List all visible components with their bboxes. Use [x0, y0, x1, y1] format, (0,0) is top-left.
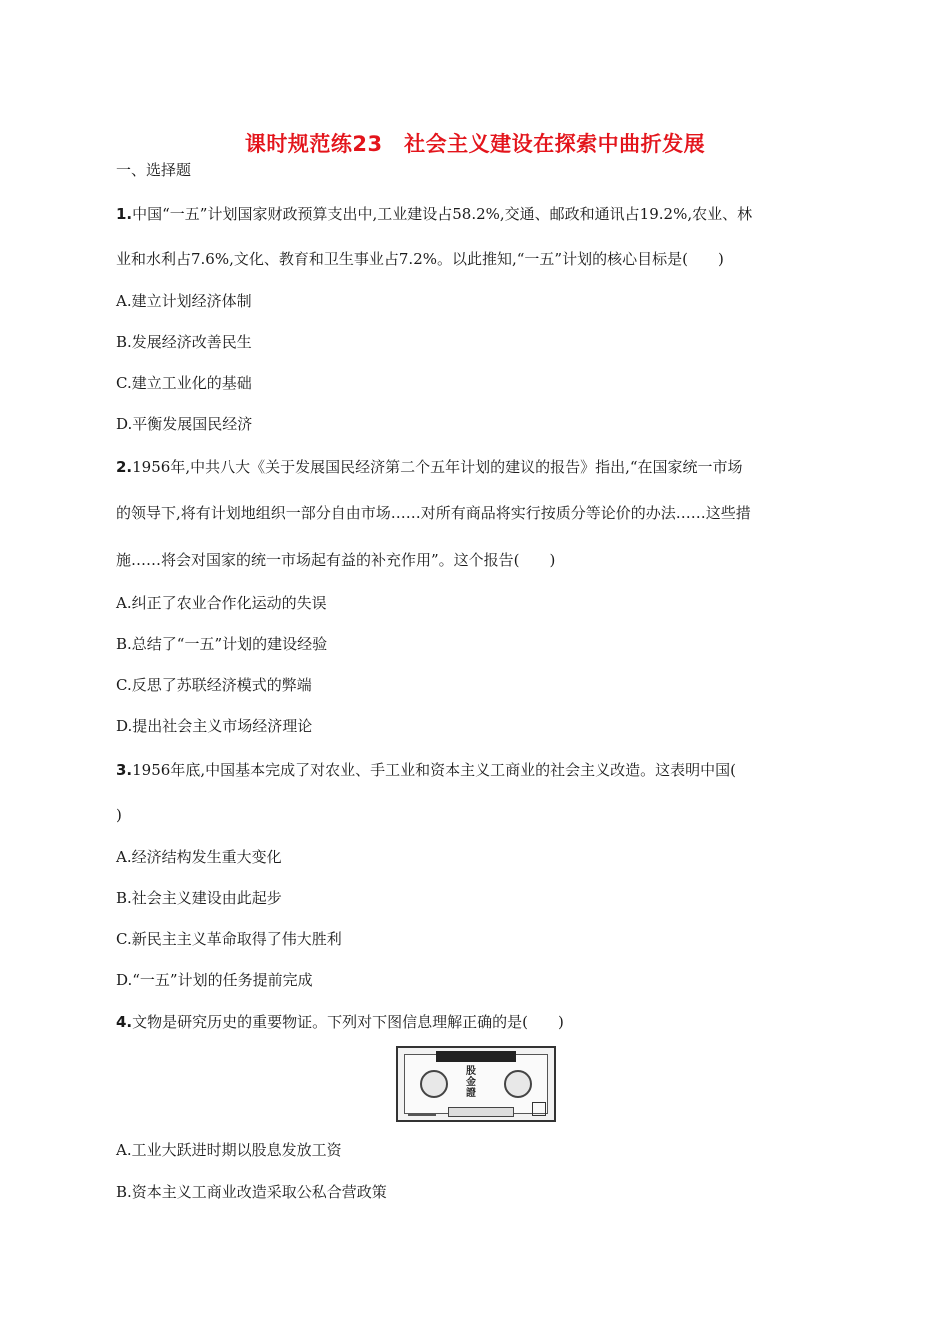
page-title: 课时规范练23 社会主义建设在探索中曲折发展 [244, 132, 706, 156]
question-1-text-1: 中国“一五”计划国家财政预算支出中,工业建设占58.2%,交通、邮政和通讯占19.2%,农业、林 [132, 205, 753, 223]
question-2-text-1: 1956年,中共八大《关于发展国民经济第二个五年计划的建议的报告》指出,“在国家统一市场 [132, 458, 743, 476]
question-4-option-b: B.资本主义工商业改造采取公私合营政策 [116, 1183, 387, 1201]
question-3-option-a: A.经济结构发生重大变化 [116, 848, 282, 866]
question-3-text-1: 1956年底,中国基本完成了对农业、手工业和资本主义工商业的社会主义改造。这表明中国( [132, 761, 736, 779]
question-4-number: 4. [116, 1013, 133, 1031]
certificate-date-bar [448, 1107, 514, 1117]
question-3-option-d: D.“一五”计划的任务提前完成 [116, 971, 313, 989]
question-4-line-1 [116, 1012, 564, 1032]
question-1-option-a: A.建立计划经济体制 [116, 292, 252, 310]
question-3-line-2: ) [116, 806, 122, 824]
left-seal-icon [420, 1070, 448, 1098]
question-3-option-c: C.新民主主义革命取得了伟大胜利 [116, 930, 342, 948]
right-seal-icon [504, 1070, 532, 1098]
signature-mark [408, 1109, 436, 1116]
question-2-option-b: B.总结了“一五”计划的建设经验 [116, 635, 328, 653]
share-certificate-image [396, 1046, 556, 1122]
question-1-option-d: D.平衡发展国民经济 [116, 415, 253, 433]
question-2-line-1 [116, 457, 743, 477]
question-4-text-1: 文物是研究历史的重要物证。下列对下图信息理解正确的是( ) [132, 1013, 564, 1031]
question-1-option-c: C.建立工业化的基础 [116, 374, 252, 392]
question-2-option-a: A.纠正了农业合作化运动的失误 [116, 594, 327, 612]
stamp-icon [532, 1102, 546, 1116]
question-3-number: 3. [116, 761, 133, 779]
question-2-line-3: 施……将会对国家的统一市场起有益的补充作用”。这个报告( ) [116, 551, 556, 569]
question-3-line-1 [116, 760, 736, 780]
certificate-center-text: 股 金 證 [466, 1066, 476, 1099]
question-4-option-a: A.工业大跃进时期以股息发放工资 [116, 1141, 342, 1159]
question-1-number: 1. [116, 205, 133, 223]
section-heading: 一、选择题 [116, 161, 192, 179]
question-1-line-2: 业和水利占7.6%,文化、教育和卫生事业占7.2%。以此推知,“一五”计划的核心目标是( ) [116, 250, 724, 268]
question-3-option-b: B.社会主义建设由此起步 [116, 889, 282, 907]
question-1-line-1 [116, 204, 752, 224]
question-2-line-2: 的领导下,将有计划地组织一部分自由市场……对所有商品将实行按质分等论价的办法……这些措 [116, 504, 751, 522]
certificate-banner [436, 1051, 516, 1062]
question-2-option-c: C.反思了苏联经济模式的弊端 [116, 676, 312, 694]
question-2-option-d: D.提出社会主义市场经济理论 [116, 717, 313, 735]
question-2-number: 2. [116, 458, 133, 476]
question-1-option-b: B.发展经济改善民生 [116, 333, 252, 351]
